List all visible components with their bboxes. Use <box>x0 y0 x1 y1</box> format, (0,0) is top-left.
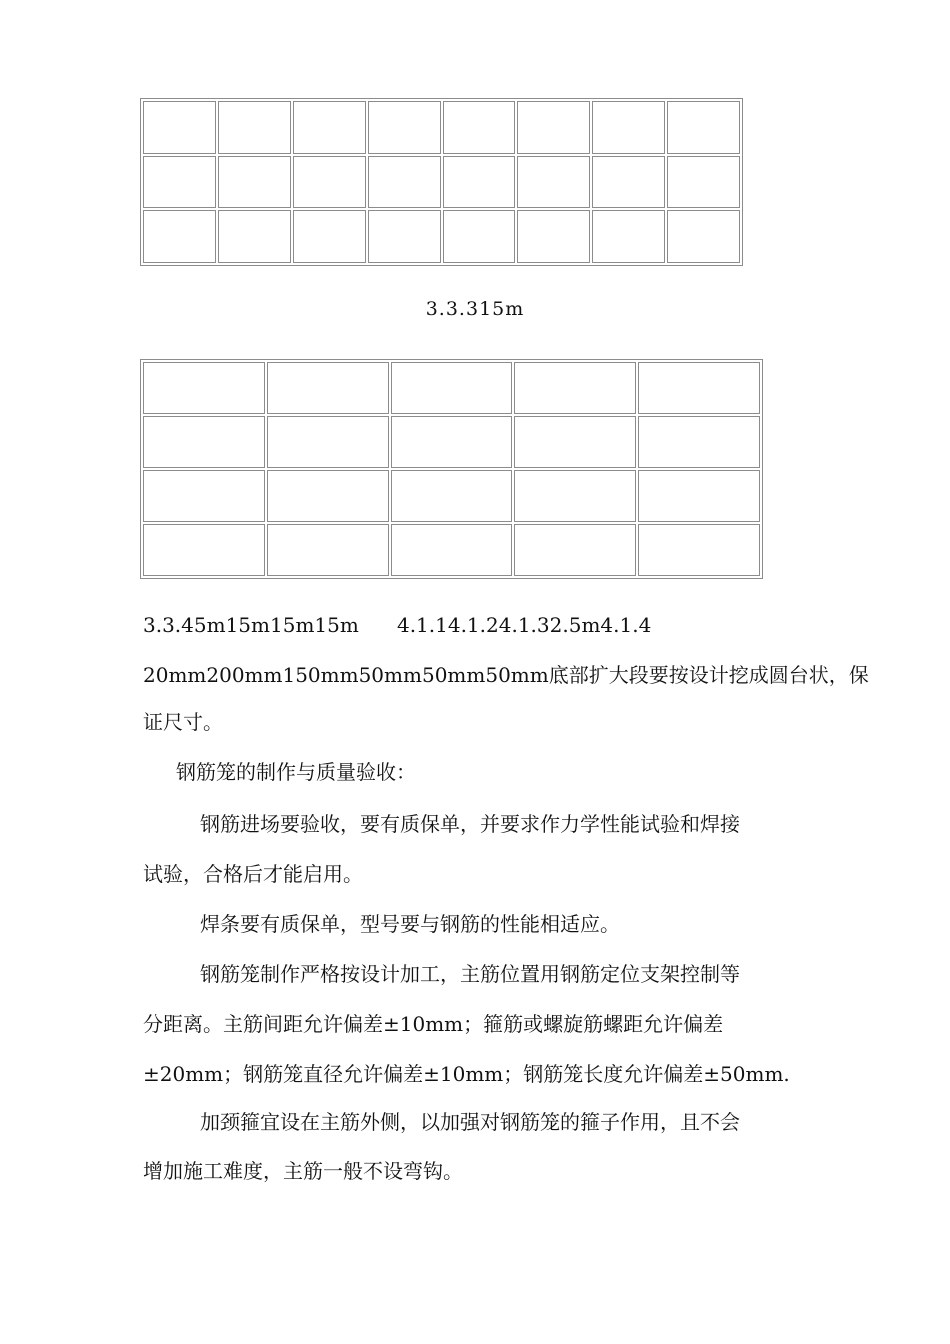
table-cell <box>592 101 665 154</box>
table-cell <box>638 470 760 522</box>
table-row <box>143 101 740 154</box>
table-cell <box>667 101 740 154</box>
table-cell <box>143 101 216 154</box>
text-line-dimensions: 3.3.45m15m15m15m 4.1.14.1.24.1.32.5m4.1.4 <box>143 613 652 637</box>
table-cell <box>667 156 740 209</box>
paragraph-line: 焊条要有质保单，型号要与钢筋的性能相适应。 <box>200 912 620 936</box>
paragraph-line: 加颈箍宜设在主筋外侧，以加强对钢筋笼的箍子作用，且不会 <box>200 1110 740 1134</box>
table-cell <box>592 156 665 209</box>
text-line: 20mm200mm150mm50mm50mm50mm底部扩大段要按设计挖成圆台状，保 <box>143 663 869 687</box>
table-cell <box>143 362 265 414</box>
table-cell <box>267 524 389 576</box>
table-row <box>143 362 760 414</box>
table-cell <box>443 210 516 263</box>
table-cell <box>368 101 441 154</box>
table-cell <box>517 156 590 209</box>
table-cell <box>293 156 366 209</box>
table-cell <box>638 416 760 468</box>
table-cell <box>514 524 636 576</box>
paragraph-line: 钢筋进场要验收，要有质保单，并要求作力学性能试验和焊接 <box>200 812 740 836</box>
table-cell <box>143 470 265 522</box>
section-heading: 钢筋笼的制作与质量验收： <box>176 760 416 784</box>
table-cell <box>667 210 740 263</box>
table-row <box>143 416 760 468</box>
table-row <box>143 156 740 209</box>
empty-table-bottom <box>140 359 763 579</box>
table-cell <box>443 156 516 209</box>
table-cell <box>143 416 265 468</box>
table-cell <box>514 470 636 522</box>
paragraph-line: 分距离。主筋间距允许偏差±10mm；箍筋或螺旋筋螺距允许偏差 <box>143 1012 724 1036</box>
paragraph-line: 增加施工难度，主筋一般不设弯钩。 <box>143 1159 463 1183</box>
table-cell <box>143 156 216 209</box>
table-cell <box>267 416 389 468</box>
table-cell <box>391 362 513 414</box>
table-cell <box>293 101 366 154</box>
table-cell <box>391 416 513 468</box>
table-cell <box>514 362 636 414</box>
table-cell <box>218 101 291 154</box>
table-cell <box>517 101 590 154</box>
table-cell <box>143 524 265 576</box>
table-cell <box>517 210 590 263</box>
table-cell <box>368 156 441 209</box>
table-cell <box>514 416 636 468</box>
table-cell <box>218 156 291 209</box>
paragraph-line: ±20mm；钢筋笼直径允许偏差±10mm；钢筋笼长度允许偏差±50mm. <box>143 1062 790 1086</box>
table-cell <box>218 210 291 263</box>
table-cell <box>391 470 513 522</box>
table-cell <box>267 470 389 522</box>
table-cell <box>638 524 760 576</box>
paragraph-line: 钢筋笼制作严格按设计加工，主筋位置用钢筋定位支架控制等 <box>200 962 740 986</box>
table-row <box>143 470 760 522</box>
table-body <box>143 101 740 263</box>
table-cell <box>368 210 441 263</box>
table-caption: 3.3.315m <box>425 298 525 320</box>
table-row <box>143 524 760 576</box>
table-cell <box>443 101 516 154</box>
paragraph-line: 试验，合格后才能启用。 <box>143 862 363 886</box>
empty-table-top <box>140 98 743 266</box>
table-cell <box>638 362 760 414</box>
table-cell <box>592 210 665 263</box>
text-line: 证尺寸。 <box>143 710 223 734</box>
table-body <box>143 362 760 576</box>
table-cell <box>293 210 366 263</box>
table-row <box>143 210 740 263</box>
table-cell <box>267 362 389 414</box>
table-cell <box>391 524 513 576</box>
table-cell <box>143 210 216 263</box>
